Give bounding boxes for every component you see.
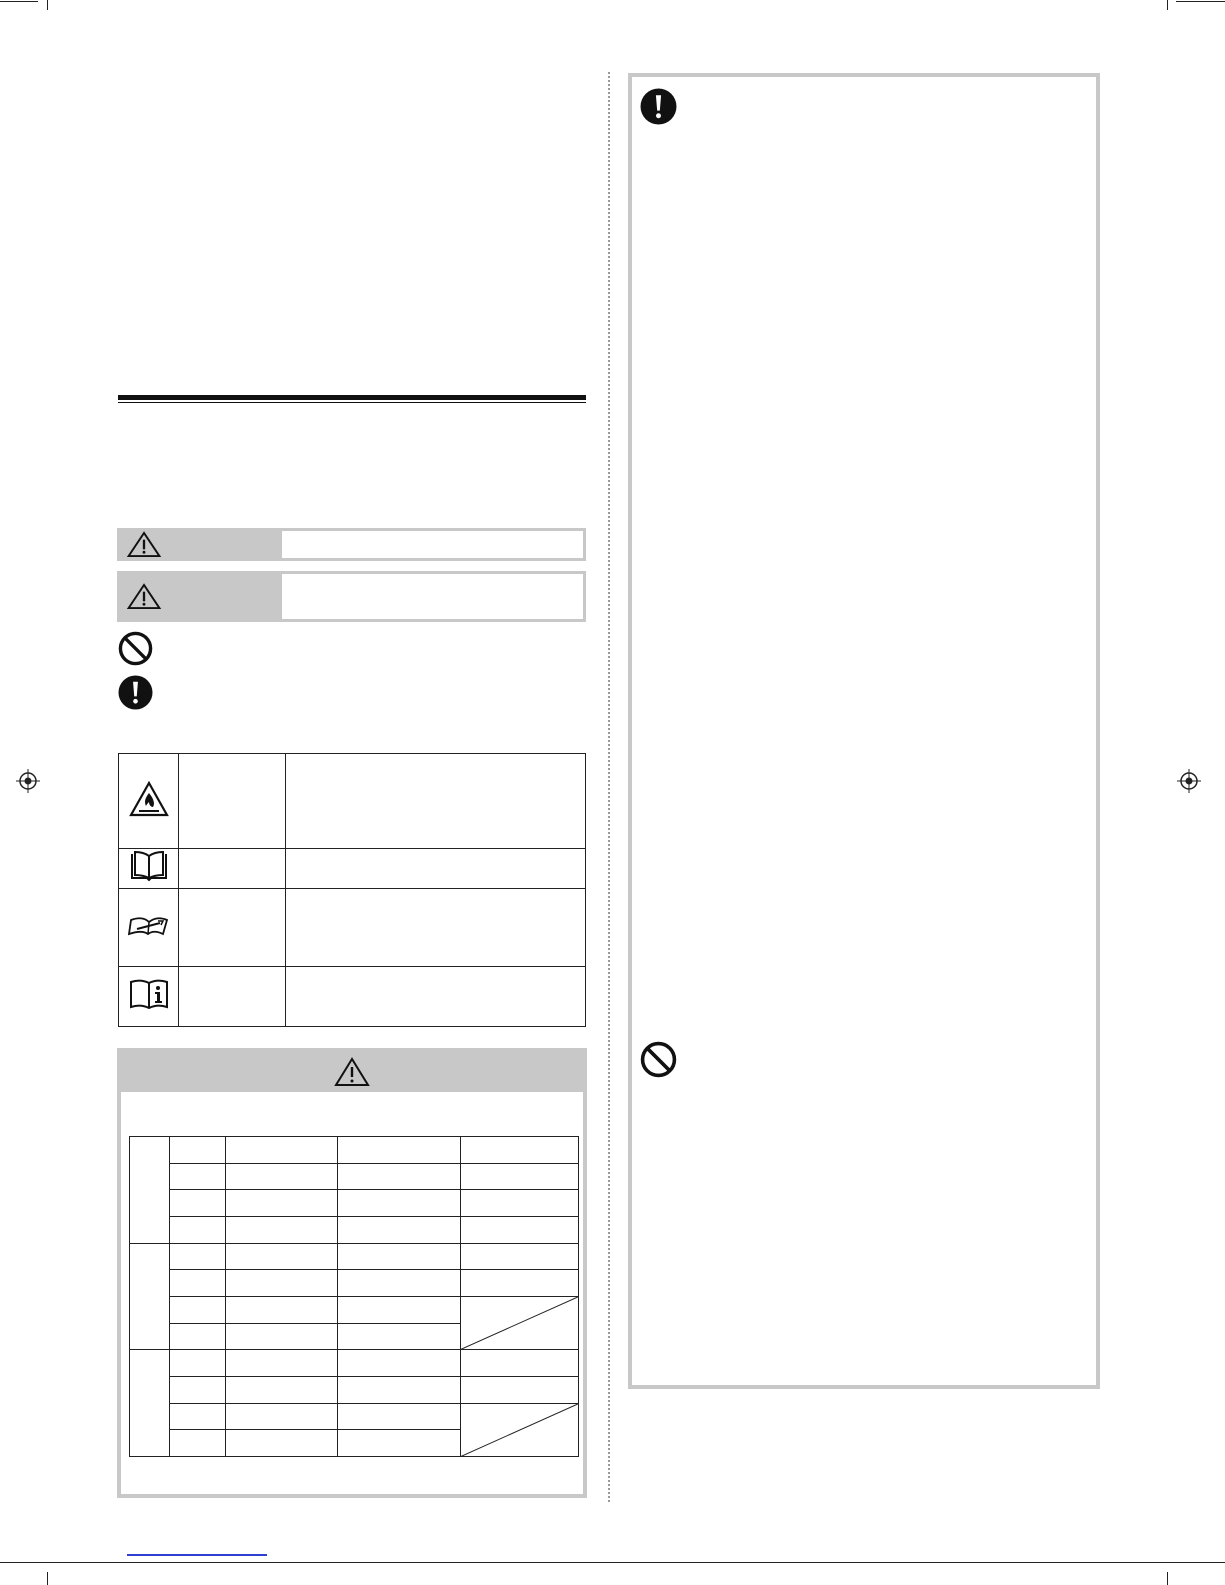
warning-triangle-icon bbox=[126, 583, 162, 610]
table-cell bbox=[337, 1403, 461, 1430]
table-cell bbox=[337, 1270, 461, 1297]
signal-word-box-warning bbox=[117, 528, 586, 561]
table-cell-na bbox=[461, 1403, 579, 1456]
table-cell bbox=[179, 754, 286, 849]
table-cell bbox=[337, 1137, 461, 1164]
table-cell bbox=[225, 1296, 337, 1323]
table-cell bbox=[169, 1270, 225, 1297]
table-cell bbox=[286, 967, 586, 1027]
table-cell bbox=[286, 754, 586, 849]
crop-mark bbox=[1167, 0, 1168, 10]
table-cell bbox=[169, 1403, 225, 1430]
prohibition-icon bbox=[640, 1041, 677, 1078]
crop-mark bbox=[0, 1, 38, 2]
table-cell bbox=[169, 1243, 225, 1270]
table-cell bbox=[169, 1137, 225, 1164]
table-row bbox=[130, 1296, 579, 1323]
table-cell bbox=[225, 1403, 337, 1430]
registration-crosshair-icon bbox=[16, 769, 40, 793]
table-cell bbox=[461, 1350, 579, 1377]
table-row bbox=[130, 1403, 579, 1430]
operation-manual-icon bbox=[129, 850, 169, 882]
table-cell bbox=[169, 1163, 225, 1190]
table-cell bbox=[337, 1216, 461, 1243]
table-cell bbox=[225, 1270, 337, 1297]
table-cell bbox=[169, 1190, 225, 1217]
table-cell bbox=[337, 1350, 461, 1377]
diagonal-slash bbox=[461, 1297, 578, 1349]
crop-mark bbox=[1167, 1572, 1168, 1585]
table-cell bbox=[225, 1430, 337, 1457]
table-row bbox=[130, 1216, 579, 1243]
table-cell bbox=[130, 1350, 170, 1457]
table-cell bbox=[337, 1376, 461, 1403]
table-row bbox=[130, 1137, 579, 1164]
table-cell bbox=[169, 1216, 225, 1243]
table-cell bbox=[225, 1323, 337, 1350]
prohibition-icon bbox=[118, 631, 153, 666]
registration-crosshair-icon bbox=[1177, 769, 1201, 793]
table-cell bbox=[225, 1137, 337, 1164]
mandatory-action-icon bbox=[118, 675, 153, 710]
warning-panel bbox=[628, 73, 1100, 1389]
symbol-explanation-table bbox=[118, 753, 586, 1027]
crop-mark bbox=[47, 0, 48, 10]
service-manual-icon bbox=[127, 912, 171, 938]
section-heading-rule bbox=[118, 395, 586, 404]
table-cell bbox=[119, 889, 179, 967]
table-cell bbox=[179, 967, 286, 1027]
table-row bbox=[130, 1243, 579, 1270]
table-row bbox=[130, 1270, 579, 1297]
table-cell bbox=[225, 1350, 337, 1377]
table-cell-na bbox=[461, 1296, 579, 1349]
table-cell bbox=[461, 1137, 579, 1164]
crop-mark bbox=[0, 1562, 1225, 1563]
table-cell bbox=[337, 1323, 461, 1350]
crop-mark bbox=[1176, 1, 1225, 2]
table-row bbox=[119, 754, 586, 849]
table-cell bbox=[461, 1216, 579, 1243]
refrigerant-spec-table bbox=[129, 1136, 579, 1457]
table-row bbox=[130, 1163, 579, 1190]
column-divider bbox=[608, 72, 610, 1502]
table-cell bbox=[169, 1430, 225, 1457]
table-cell bbox=[119, 967, 179, 1027]
warning-triangle-icon bbox=[126, 531, 162, 558]
table-cell bbox=[119, 849, 179, 889]
table-row bbox=[119, 889, 586, 967]
table-cell bbox=[119, 754, 179, 849]
table-cell bbox=[337, 1243, 461, 1270]
table-cell bbox=[169, 1350, 225, 1377]
caution-box-header bbox=[121, 1052, 583, 1092]
table-cell bbox=[461, 1163, 579, 1190]
table-row bbox=[130, 1350, 579, 1377]
footer-link-underline bbox=[127, 1554, 267, 1556]
table-cell bbox=[225, 1163, 337, 1190]
table-cell bbox=[337, 1163, 461, 1190]
table-cell bbox=[225, 1216, 337, 1243]
caution-box bbox=[117, 1048, 587, 1498]
table-row bbox=[119, 967, 586, 1027]
table-cell bbox=[179, 849, 286, 889]
table-cell bbox=[169, 1323, 225, 1350]
warning-triangle-icon bbox=[334, 1057, 370, 1087]
information-manual-icon bbox=[128, 978, 170, 1010]
table-cell bbox=[179, 889, 286, 967]
table-cell bbox=[225, 1376, 337, 1403]
table-row bbox=[119, 849, 586, 889]
table-cell bbox=[286, 889, 586, 967]
table-cell bbox=[337, 1190, 461, 1217]
table-cell bbox=[130, 1243, 170, 1350]
flammable-material-icon bbox=[129, 781, 169, 817]
table-cell bbox=[337, 1430, 461, 1457]
table-row bbox=[130, 1376, 579, 1403]
table-cell bbox=[225, 1243, 337, 1270]
signal-word-box-caution bbox=[117, 571, 586, 622]
table-cell bbox=[461, 1243, 579, 1270]
mandatory-action-icon bbox=[640, 88, 677, 125]
diagonal-slash bbox=[461, 1404, 578, 1456]
table-cell bbox=[130, 1137, 170, 1244]
table-cell bbox=[337, 1296, 461, 1323]
table-row bbox=[130, 1190, 579, 1217]
table-cell bbox=[169, 1296, 225, 1323]
crop-mark bbox=[47, 1572, 48, 1585]
table-cell bbox=[461, 1376, 579, 1403]
table-cell bbox=[461, 1270, 579, 1297]
table-cell bbox=[286, 849, 586, 889]
table-cell bbox=[461, 1190, 579, 1217]
table-cell bbox=[169, 1376, 225, 1403]
table-cell bbox=[225, 1190, 337, 1217]
